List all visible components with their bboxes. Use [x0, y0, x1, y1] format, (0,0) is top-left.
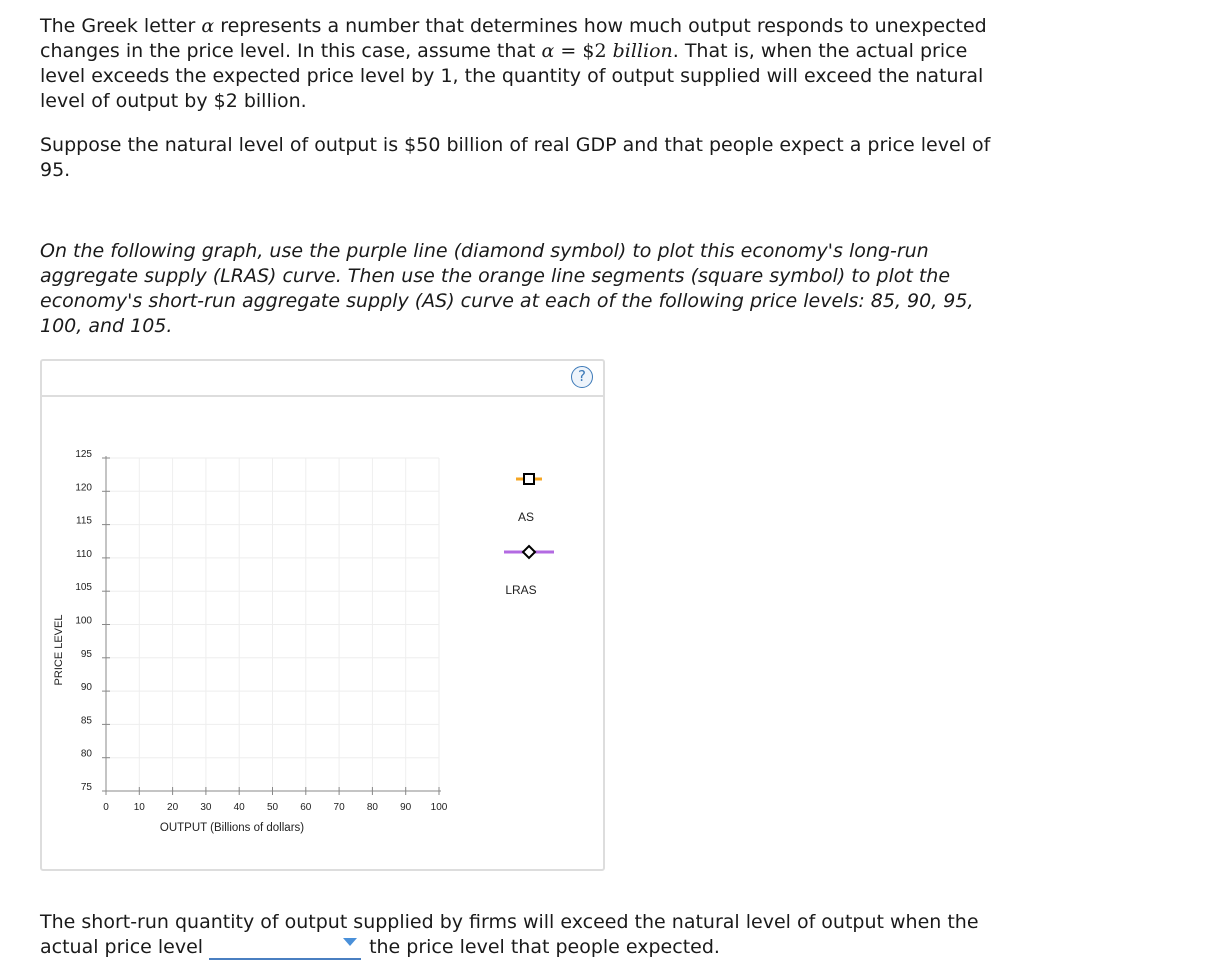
x-axis-label: OUTPUT (Billions of dollars) — [159, 822, 305, 834]
alpha-symbol: α — [541, 40, 555, 62]
diamond-icon — [523, 546, 535, 558]
legend-lras-tool[interactable] — [504, 546, 554, 597]
y-axis-label: PRICE LEVEL — [53, 614, 65, 686]
x-tick-label: 30 — [200, 802, 212, 813]
question-paragraph: The short-run quantity of output supplied by firms will exceed the natural level of output when the actual price level the price level that people expected. — [40, 911, 979, 958]
y-tick-label: 120 — [75, 482, 92, 494]
alpha-symbol: α — [201, 15, 215, 37]
x-tick-label: 90 — [400, 802, 412, 813]
x-tick-label: 60 — [300, 802, 312, 813]
intro-paragraph: The Greek letter α represents a number that determines how much output responds to unexpected changes in the price level. In this case, assume that α = $2 billion. That is, when the actual price level exceeds the expected price level by 1, the quantity of output supplied will exceed the natural level of output by $2 billion. — [40, 15, 987, 112]
legend-lras-label: LRAS — [505, 583, 537, 597]
y-tick-label: 110 — [76, 548, 92, 560]
y-tick-label: 105 — [75, 582, 92, 594]
y-tick-label: 75 — [80, 782, 92, 793]
legend-as-label: AS — [517, 510, 535, 524]
y-tick-label: 90 — [80, 682, 92, 694]
y-tick-label: 125 — [75, 449, 92, 460]
chevron-down-icon — [343, 938, 357, 946]
square-icon — [524, 474, 534, 484]
help-button[interactable]: ? — [571, 366, 593, 388]
x-tick-label: 40 — [233, 802, 245, 813]
instructions-paragraph: On the following graph, use the purple line (diamond symbol) to plot this economy's long-run aggregate supply (LRAS) curve. Then use the orange line segments (square symbol) to plot the economy's short-run aggregate supply (AS) curve at each of the following price levels: 85, 90, 95, 100, and 105. — [40, 240, 974, 337]
assumption-paragraph: Suppose the natural level of output is $50 billion of real GDP and that people expect a price level of 95. — [40, 134, 991, 181]
y-tick-label: 115 — [76, 515, 92, 527]
y-tick-label: 100 — [75, 615, 92, 627]
graph-panel — [40, 359, 605, 871]
x-tick-label: 20 — [167, 802, 179, 813]
x-tick-label: 0 — [103, 802, 109, 813]
chart[interactable] — [42, 361, 607, 873]
x-tick-label: 80 — [366, 802, 378, 813]
x-tick-label: 100 — [430, 802, 448, 813]
legend-as-tool[interactable] — [516, 474, 542, 524]
y-tick-label: 95 — [80, 648, 92, 660]
x-tick-label: 70 — [333, 802, 345, 813]
y-tick-label: 80 — [80, 748, 92, 760]
price-level-dropdown[interactable] — [209, 936, 361, 960]
y-tick-label: 85 — [80, 715, 92, 727]
x-tick-label: 10 — [133, 802, 145, 813]
x-tick-label: 50 — [266, 802, 279, 813]
